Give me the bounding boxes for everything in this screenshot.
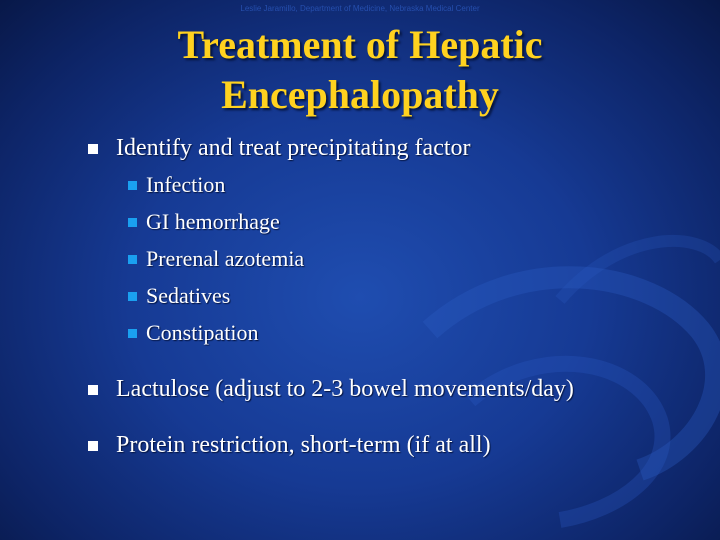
slide-content	[88, 130, 698, 463]
slide-watermark: Leslie Jaramillo, Department of Medicine, Nebraska Medical Center	[240, 4, 480, 13]
sub-bullet-item	[88, 240, 698, 277]
sub-bullet-text: Constipation	[146, 320, 259, 345]
sub-bullet-text: GI hemorrhage	[146, 209, 280, 234]
slide-title-line-1: Treatment of Hepatic	[177, 22, 543, 67]
slide-title-line-2: Encephalopathy	[221, 72, 499, 117]
square-bullet-icon	[128, 218, 137, 227]
sub-bullet-text: Prerenal azotemia	[146, 246, 305, 271]
sub-bullet-item	[88, 314, 698, 351]
sub-bullet-item	[88, 166, 698, 203]
sub-bullet-item	[88, 277, 698, 314]
square-bullet-icon	[128, 255, 137, 264]
sub-bullet-text: Sedatives	[146, 283, 231, 308]
square-bullet-icon	[128, 329, 137, 338]
bullet-item	[88, 371, 698, 407]
bullet-text: Lactulose (adjust to 2-3 bowel movements/day)	[116, 376, 574, 402]
square-bullet-icon	[88, 441, 98, 451]
bullet-item	[88, 427, 698, 463]
bullet-text: Identify and treat precipitating factor	[116, 135, 471, 161]
square-bullet-icon	[128, 181, 137, 190]
square-bullet-icon	[88, 144, 98, 154]
sub-bullet-text: Infection	[146, 172, 226, 197]
bullet-item	[88, 130, 698, 166]
square-bullet-icon	[128, 292, 137, 301]
square-bullet-icon	[88, 385, 98, 395]
sub-bullet-item	[88, 203, 698, 240]
slide-title	[40, 20, 680, 120]
bullet-text: Protein restriction, short-term (if at all)	[116, 432, 491, 458]
